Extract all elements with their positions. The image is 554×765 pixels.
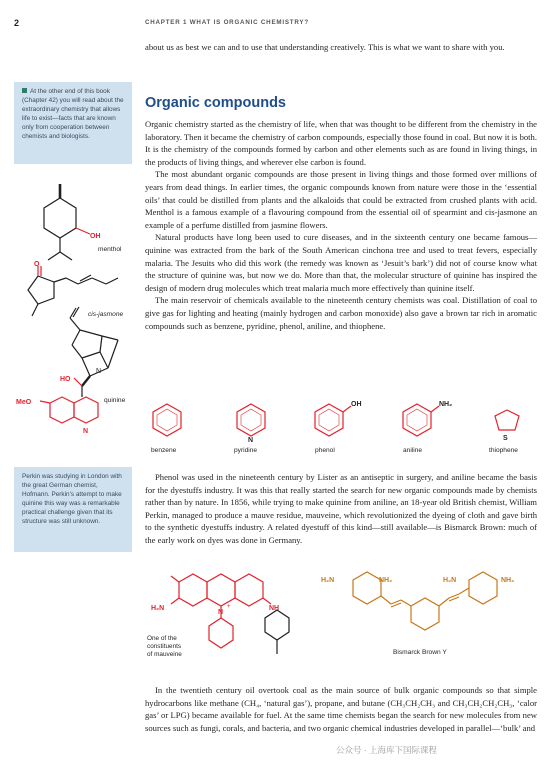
quinine-structure: [70, 307, 118, 396]
quinine-quinoline-structure: [10, 395, 136, 445]
paragraph-2: The most abundant organic compounds are those present in living things and those formed over millions of years from dead things. In earlier times, the organic compounds known from nature were those in the ‘essential oils’ that could be distilled from plants and the alkaloids that could be extracted from crushed plants with acid. Menthol is a famous example of a flavouring compound from the essential oil of spearmint and cis-jasmone an example of a perfume distilled from jasmine flowers.: [145, 169, 537, 230]
bismarck-h2n-left: H₂N: [321, 577, 335, 584]
menthol-oh-label: OH: [90, 233, 101, 240]
paragraph-4: The main reservoir of chemicals available to the nineteenth century chemists was coal. Distillation of coal to give gas for lighting and heating (mainly hydrogen and carbon monoxide) also gave a brown tar rich in aromatic compounds such as benzene, pyridine, phenol, aniline, and thiophene.: [145, 295, 537, 331]
paragraph-3: Natural products have long been used to cure diseases, and in the sixteenth century one became famous—quinine was extracted from the bark of the South American cinchona tree and used to treat fevers, especially malaria. The Jesuits who did this work (the remedy was known as ‘Jesuit’s bark’) did not of course know what the structure of quinine was, but now we do. More than that, the molecular structure of quinine has inspired the design of modern drug molecules which treat malaria much more effectively than quinine itself.: [145, 232, 537, 293]
paragraph-1: Organic chemistry started as the chemistry of life, when that was thought to be different from the chemistry in the laboratory. Then it became the chemistry of carbon compounds, especially those found in coal. But now it is both. It is the chemistry of the compounds formed by carbon and other elements such as are found in living things, in the products of living things, and wherever else carbon is found.: [145, 119, 537, 167]
bismarck-h2n-right: H₂N: [443, 577, 457, 584]
cis-jasmone-structure: [28, 266, 118, 316]
thiophene-ring: [495, 410, 519, 430]
quinine-ho-label: HO: [60, 376, 71, 383]
benzene-label: benzene: [151, 447, 177, 454]
page-number: 2: [14, 18, 20, 28]
margin-note-2-text: Perkin was studying in London with the great German chemist, Hofmann. Perkin’s attempt to make quinine this way was a remarkable practical challenge given that its structure was still unknown.: [22, 473, 122, 525]
pyridine-n-label: N: [248, 437, 254, 444]
mauveine-caption-2: constituents: [147, 643, 182, 650]
bismarck-nh2-right: NH₂: [501, 577, 515, 584]
aromatic-compounds-row: [145, 396, 537, 458]
margin-note-1: [14, 82, 132, 164]
section-heading: Organic compounds: [145, 95, 286, 111]
jasmone-o-label: O: [34, 261, 40, 268]
quinine-meo-label: MeO: [16, 399, 32, 406]
mauveine-h2n-label: H₂N: [151, 605, 165, 612]
bismarck-nh2-left: NH₂: [379, 577, 393, 584]
pyridine-label: pyridine: [234, 447, 258, 454]
phenol-oh-label: OH: [351, 401, 362, 408]
thiophene-s-label: S: [503, 435, 508, 442]
quinoline-n-label: N: [83, 428, 89, 435]
mauveine-tolyl: [265, 610, 289, 654]
mauveine-nh-label: NH: [269, 605, 280, 612]
menthol-structure: [44, 184, 90, 260]
quinine-n-label: N: [96, 368, 102, 375]
mauveine-charge-label: +: [227, 604, 231, 610]
body-text-block-1: [145, 118, 537, 332]
margin-note-2: [14, 467, 132, 552]
bismarck-label: Bismarck Brown Y: [393, 649, 447, 656]
margin-note-1-text: At the other end of this book (Chapter 42) you will read about the extraordinary chemistry that allows life to exist—facts that are known only from cooperation between chemists and biologists.: [22, 88, 124, 140]
mauveine-caption-3: of mauveine: [147, 651, 182, 658]
phenol-label: phenol: [315, 447, 335, 454]
natural-products-structures: [10, 180, 136, 410]
mauveine-n-label: N: [218, 609, 224, 616]
aniline-label: aniline: [403, 447, 423, 454]
quinine-label: quinine: [104, 397, 126, 404]
aniline-nh2-label: NH₂: [439, 401, 453, 408]
watermark: 公众号 · 上海库下国际课程: [336, 745, 438, 755]
note-marker-icon: [22, 88, 27, 93]
bismarck-brown-structure: [353, 572, 497, 630]
menthol-label: menthol: [98, 246, 122, 253]
intro-text: about us as best we can and to use that understanding creatively. This is what we want to share with you.: [145, 42, 505, 52]
mauveine-caption-1: One of the: [147, 635, 177, 642]
paragraph-6: In the twentieth century oil overtook coal as the main source of bulk organic compounds so that simple hydrocarbons like methane (CH₄, ‘natural gas’), propane, and butane (CH₃CH₂CH₃ and CH₃CH₂CH₂CH₃, ‘calor gas’ or LPG) became available for fuel. At the same time chemists began the search for new molecules from new sources such as fungi, corals, and bacteria, and two organic chemical industries developed in parallel—‘bulk’ and: [145, 685, 537, 733]
dye-structures: [145, 566, 537, 676]
paragraph-5: Phenol was used in the nineteenth century by Lister as an antiseptic in surgery, and aniline became the basis for the dyestuffs industry. It was this that really started the search for new organic compounds made by chemists rather than by nature. In 1856, while trying to make quinine from aniline, an 18-year old British chemist, William Perkin, managed to produce a mauve residue, mauveine, which revolutionized the dyeing of cloth and gave birth to the synthetic dyestuffs industry. A related dyestuff of this kind—still available—is Bismarck Brown: much of the early work on dyes was done in Germany.: [145, 472, 537, 545]
thiophene-label: thiophene: [489, 447, 518, 454]
running-title: CHAPTER 1 WHAT IS ORGANIC CHEMISTRY?: [145, 19, 309, 26]
cis-jasmone-label: cis-jasmone: [88, 311, 124, 318]
